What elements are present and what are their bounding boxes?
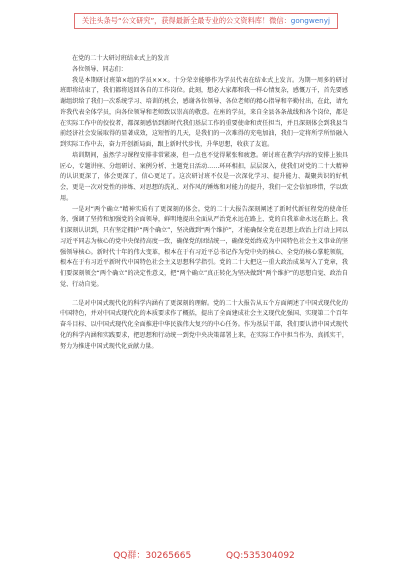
- banner-text: 关注头条号“公文研究”，获得最新全最专业的公文资料库！: [82, 16, 270, 25]
- banner-wechat-id: gongwenyj: [290, 16, 330, 25]
- document-title: 在党的二十大研讨班结业式上的发言: [72, 55, 170, 62]
- qq-group: QQ群：30265665: [113, 551, 192, 561]
- document-body: [60, 54, 348, 352]
- paragraph-4: 二是对中国式现代化的科学内涵有了更深刻的理解。党的二十大报告从五个方面阐述了中国式现代化的中国特色，并对中国式现代化的本质要求作了概括，提出了全面建成社会主义现代化强国、实现第二个百年奋斗目标、以中国式现代化全面推进中华民族伟大复兴的中心任务。作为基层干部，我们要认清中国式现代化的科学内涵和实践要求，把思想和行动统一到党中央决策部署上来，在实际工作中担当作为、真抓实干，努力为推进中国式现代化贡献力量。: [60, 299, 348, 350]
- salutation: 各位领导、同志们：: [72, 65, 127, 73]
- banner-wechat-label: 微信：: [269, 16, 291, 25]
- paragraph-1: 我是本期研讨班第×组的学员×××。十分荣幸能够作为学员代表在结业式上发言。为期一周多的研讨班即将结束了，我们都将返回各自的工作岗位。此刻，想必大家都和我一样心情复杂，感慨万千，首先要感谢组织给了我们一次系统学习、培训的机会，感谢各位领导、各位老师的精心指导和辛勤付出，在此，请允许我代表全体学员，向各位领导和老师致以崇高的敬意。在座的学员，来自全县各条战线和各个岗位，都是在实际工作中的佼佼者，都深刻感悟到新时代我们基层工作的重要使命和责任担当，并且深刻体会到我县当前经济社会发展取得的显著成效，这短暂的几天，是我们的一次难得的充电加油，我们一定将所学所悟融入到实际工作中去，奋力开创新局面，跟上新时代步伐，升华思想，收获了友谊。: [60, 76, 348, 148]
- paragraph-3: 一是对“两个确立”精神实质有了更深刻的体会。党的二十大报告深刻阐述了新时代新征程党的使命任务，强调了坚持和加强党的全面领导，鲜明地提出全面从严治党永远在路上、党的自我革命永远在路上。我们深刻认识到，只有坚定拥护“两个确立”，坚决做到“两个维护”，才能确保全党在思想上政治上行动上同以习近平同志为核心的党中央保持高度一致，确保党的团结统一，确保党始终成为中国特色社会主义事业的坚强领导核心。新时代十年的伟大变革，根本在于有习近平总书记作为党中央的核心、全党的核心掌舵领航，根本在于有习近平新时代中国特色社会主义思想科学指引。党的二十大把这一重大政治成果写入了党章，我们要深刻领会“两个确立”的决定性意义，把“两个确立”真正转化为坚决做到“两个维护”的思想自觉、政治自觉、行动自觉。: [60, 205, 348, 288]
- qq-number: QQ:535304092: [226, 551, 295, 561]
- paragraph-2: 培训期间，虽然学习课程安排非常紧凑，但一点也不觉得紧张和疲惫。研讨班在教学内容的安排上独具匠心，专题讲座、分组研讨、案例分析、主题党日活动……环环相扣，层层深入，使我们对党的二十大精神的认识更深了，体会更深了，信心更足了。这次研讨班不仅是一次深化学习、提升能力、凝聚共识的好机会，更是一次对党性的淬炼、对思想的洗礼、对作风的锤炼和对能力的提升，我们一定会倍加珍惜，学以致用。: [60, 151, 348, 202]
- promo-banner: [74, 13, 338, 29]
- contact-footer: [0, 548, 408, 561]
